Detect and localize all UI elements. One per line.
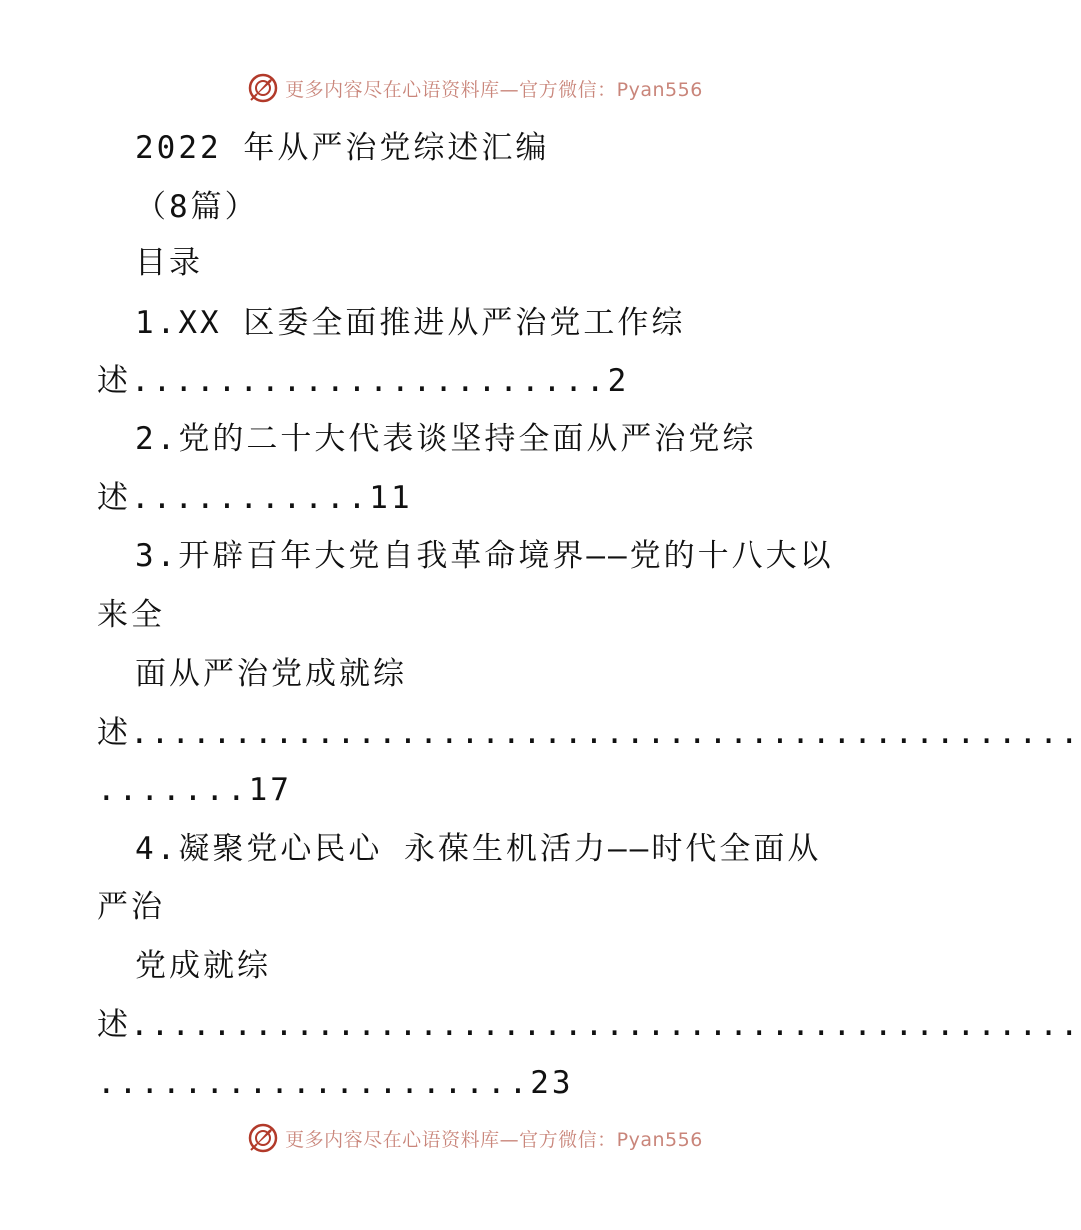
quill-logo-icon — [247, 72, 279, 104]
toc-entry-2-title: 2.党的二十大代表谈坚持全面从严治党综 — [135, 421, 757, 457]
watermark-text: 更多内容尽在心语资料库—官方微信：Pyan556 — [285, 1128, 703, 1151]
toc-entry-4-page: ....................23 — [97, 1065, 574, 1101]
toc-entry-1-title: 1.XX 区委全面推进从严治党工作综 — [135, 305, 686, 341]
toc-entry-2-leader: 述...........11 — [97, 480, 413, 516]
toc-entry-1-leader: 述......................2 — [97, 363, 630, 399]
toc-entry-3-page: .......17 — [97, 772, 292, 808]
toc-entry-3-title: 3.开辟百年大党自我革命境界——党的十八大以 — [135, 538, 834, 574]
toc-entry-3-title-cont2: 面从严治党成就综 — [135, 656, 407, 692]
toc-entry-4-title: 4.凝聚党心民心 永葆生机活力——时代全面从 — [135, 831, 822, 867]
watermark-header — [0, 72, 950, 104]
watermark-text: 更多内容尽在心语资料库—官方微信：Pyan556 — [285, 78, 703, 101]
toc-heading: 目录 — [135, 245, 203, 281]
watermark-footer — [0, 1122, 950, 1154]
toc-entry-4-leader: 述.............................................. — [97, 1007, 1081, 1043]
document-title: 2022 年从严治党综述汇编 — [135, 130, 550, 166]
quill-logo-icon — [247, 1122, 279, 1154]
article-count: （8篇） — [135, 189, 259, 225]
toc-entry-3-title-cont1: 来全 — [97, 597, 165, 633]
toc-entry-4-title-cont2: 党成就综 — [135, 948, 271, 984]
toc-entry-4-title-cont1: 严治 — [97, 889, 165, 925]
toc-entry-3-leader: 述.............................................. — [97, 715, 1081, 751]
